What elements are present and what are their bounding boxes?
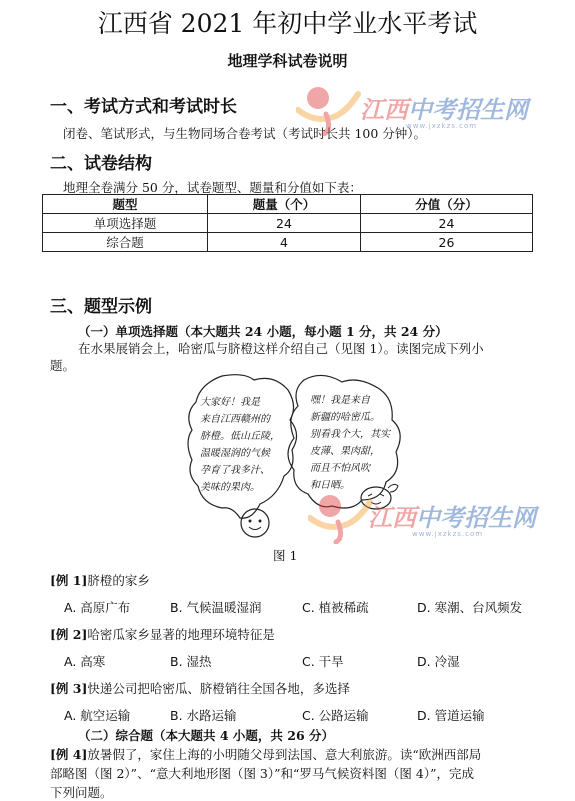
q2-option-d: D. 冷湿 [417, 654, 460, 669]
q2-option-b: B. 湿热 [170, 654, 212, 669]
table-cell: 4 [208, 233, 361, 252]
q3-option-a: A. 航空运输 [64, 708, 131, 723]
part1-title: （一）单项选择题（本大题共 24 小题，每小题 1 分，共 24 分） [78, 324, 448, 339]
question-1: [例 1]脐橙的家乡 [50, 573, 150, 588]
q2-option-a: A. 高寒 [64, 654, 106, 669]
table-row [43, 233, 533, 252]
q3-option-b: B. 水路运输 [170, 708, 237, 723]
document-title: 江西省 2021 年初中学业水平考试 [97, 9, 478, 38]
question-intro-line1: 在水果展销会上，哈密瓜与脐橙这样介绍自己（见图 1）。读图完成下列小 [78, 341, 484, 356]
table-cell: 24 [361, 214, 533, 233]
figure-1-caption: 图 1 [273, 548, 298, 563]
q1-option-c: C. 植被稀疏 [302, 600, 369, 615]
q2-option-c: C. 干旱 [302, 654, 344, 669]
table-cell: 单项选择题 [43, 214, 208, 233]
table-cell: 24 [208, 214, 361, 233]
section2-heading: 二、试卷结构 [50, 154, 152, 174]
q1-option-d: D. 寒潮、台风频发 [417, 600, 523, 615]
orange-face-icon [241, 509, 269, 537]
table-cell: 26 [361, 233, 533, 252]
q1-option-a: A. 高原广布 [64, 600, 131, 615]
question-4-line1: [例 4]放暑假了，家住上海的小明随父母到法国、意大利旅游。读“欧洲西部局 [50, 747, 482, 762]
orange-bubble-text: 大家好！我是 来自江西赣州的 脐橙。低山丘陵， 温暖湿润的气候 孕育了我多汁、 美味的果肉。 [200, 397, 280, 493]
section2-text: 地理全卷满分 50 分，试卷题型、题量和分值如下表： [63, 180, 362, 195]
part2-title: （二）综合题（本大题共 4 小题，共 26 分） [78, 728, 335, 743]
score-table [42, 194, 533, 252]
q1-option-b: B. 气候温暖湿润 [170, 600, 262, 615]
q3-option-d: D. 管道运输 [417, 708, 485, 723]
table-row [43, 214, 533, 233]
table-header-row [43, 195, 533, 214]
table-cell: 综合题 [43, 233, 208, 252]
document-subtitle: 地理学科试卷说明 [227, 52, 348, 70]
section1-heading: 一、考试方式和考试时长 [50, 97, 237, 117]
table-header: 题型 [43, 195, 208, 214]
melon-bubble-text: 嘿！我是来自 新疆的哈密瓜。 别看我个大，其实 皮薄、果肉甜， 而且不怕风吹 和日晒。 [310, 395, 390, 491]
section3-heading: 三、题型示例 [50, 297, 152, 317]
question-4-line3: 下列问题。 [50, 785, 113, 800]
logo-figure-icon [296, 80, 366, 136]
watermark-logo-top: 江西中考招生网 www.jxzkzs.com [296, 80, 546, 140]
watermark-logo-figure: 江西中考招生网 www.jxzkzs.com [308, 488, 558, 548]
question-4-line2: 部略图（图 2）”、“意大利地形图（图 3）”和“罗马气候资料图（图 4）”，完成 [50, 766, 474, 781]
table-header: 分值（分） [361, 195, 533, 214]
table-header: 题量（个） [208, 195, 361, 214]
question-intro-line2: 题。 [50, 358, 76, 373]
question-3: [例 3]快递公司把哈密瓜、脐橙销往全国各地，多选择 [50, 681, 350, 696]
q3-option-c: C. 公路运输 [302, 708, 369, 723]
section1-text: 闭卷、笔试形式，与生物同场合卷考试（考试时长共 100 分钟）。 [63, 126, 427, 141]
question-2: [例 2]哈密瓜家乡显著的地理环境特征是 [50, 627, 275, 642]
